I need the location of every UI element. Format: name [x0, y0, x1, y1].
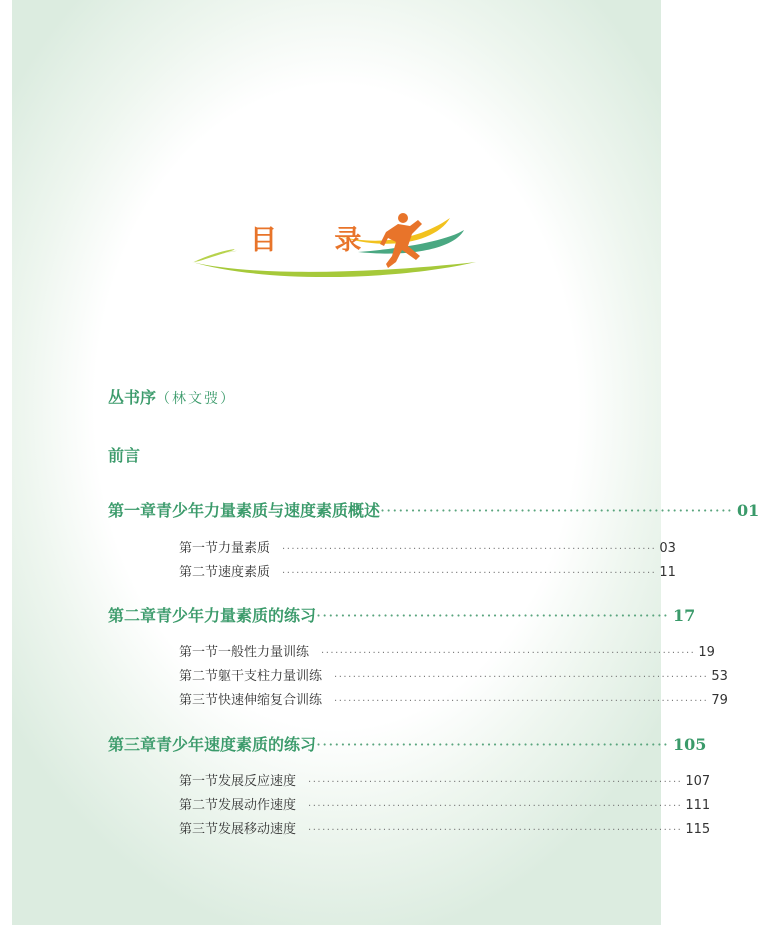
runner-icon [380, 213, 422, 268]
preface-entry[interactable]: 前言 [108, 446, 141, 465]
leader-dots: ················································································ [334, 672, 709, 683]
leader-dots: ················································································ [308, 801, 683, 812]
section-title: 力量素质 [218, 541, 271, 556]
series-preface-entry[interactable] [108, 385, 236, 408]
leader-dots: ················································································ [308, 777, 683, 788]
section-entry[interactable] [179, 537, 676, 556]
section-number: 第一节 [179, 541, 219, 556]
series-preface-author: （林文弢） [156, 391, 237, 407]
series-preface-label: 丛书序 [108, 388, 157, 407]
section-page: 115 [685, 822, 711, 837]
section-title: 躯干支柱力量训练 [218, 669, 323, 684]
section-page: 03 [659, 541, 676, 556]
section-title: 快速伸缩复合训练 [218, 693, 323, 708]
chapter-title: 青少年力量素质与速度素质概述 [156, 501, 381, 520]
chapter-page: 01 [737, 501, 759, 520]
leader-dots: ················································································ [321, 648, 696, 659]
section-page: 53 [711, 669, 728, 684]
section-title: 速度素质 [218, 565, 271, 580]
section-title: 一般性力量训练 [218, 645, 310, 660]
section-entry[interactable] [179, 665, 728, 684]
section-number: 第二节 [179, 669, 219, 684]
section-entry[interactable] [179, 689, 728, 708]
leader-dots: ················································································ [282, 568, 657, 579]
section-number: 第一节 [179, 774, 219, 789]
section-page: 11 [659, 565, 676, 580]
section-entry[interactable] [179, 818, 711, 837]
lime-swoosh-left [194, 249, 235, 262]
chapter-title: 青少年力量素质的练习 [156, 606, 317, 625]
chapter-entry[interactable] [108, 498, 759, 520]
chapter-page: 105 [673, 735, 707, 754]
chapter-number: 第二章 [108, 606, 157, 625]
section-page: 19 [698, 645, 715, 660]
leader-dots: ·························································· [316, 735, 670, 754]
chapter-entry[interactable] [108, 603, 696, 625]
section-number: 第三节 [179, 693, 219, 708]
section-number: 第二节 [179, 798, 219, 813]
chapter-page: 17 [673, 606, 696, 625]
chapter-number: 第一章 [108, 501, 157, 520]
section-entry[interactable] [179, 770, 711, 789]
section-title: 发展移动速度 [218, 822, 297, 837]
section-title: 发展动作速度 [218, 798, 297, 813]
section-number: 第三节 [179, 822, 219, 837]
chapter-title: 青少年速度素质的练习 [156, 735, 317, 754]
section-number: 第二节 [179, 565, 219, 580]
leader-dots: ················································································ [308, 825, 683, 836]
section-number: 第一节 [179, 645, 219, 660]
section-entry[interactable] [179, 561, 676, 580]
section-title: 发展反应速度 [218, 774, 297, 789]
section-page: 79 [711, 693, 728, 708]
section-page: 111 [685, 798, 711, 813]
section-entry[interactable] [179, 641, 715, 660]
leader-dots: ················································································ [334, 696, 709, 707]
toc-title: 目 录 [250, 225, 386, 256]
leader-dots: ·························································· [380, 501, 734, 520]
leader-dots: ················································································ [282, 544, 657, 555]
chapter-number: 第三章 [108, 735, 157, 754]
leader-dots: ·························································· [316, 606, 670, 625]
section-entry[interactable] [179, 794, 711, 813]
chapter-entry[interactable] [108, 732, 707, 754]
section-page: 107 [685, 774, 711, 789]
